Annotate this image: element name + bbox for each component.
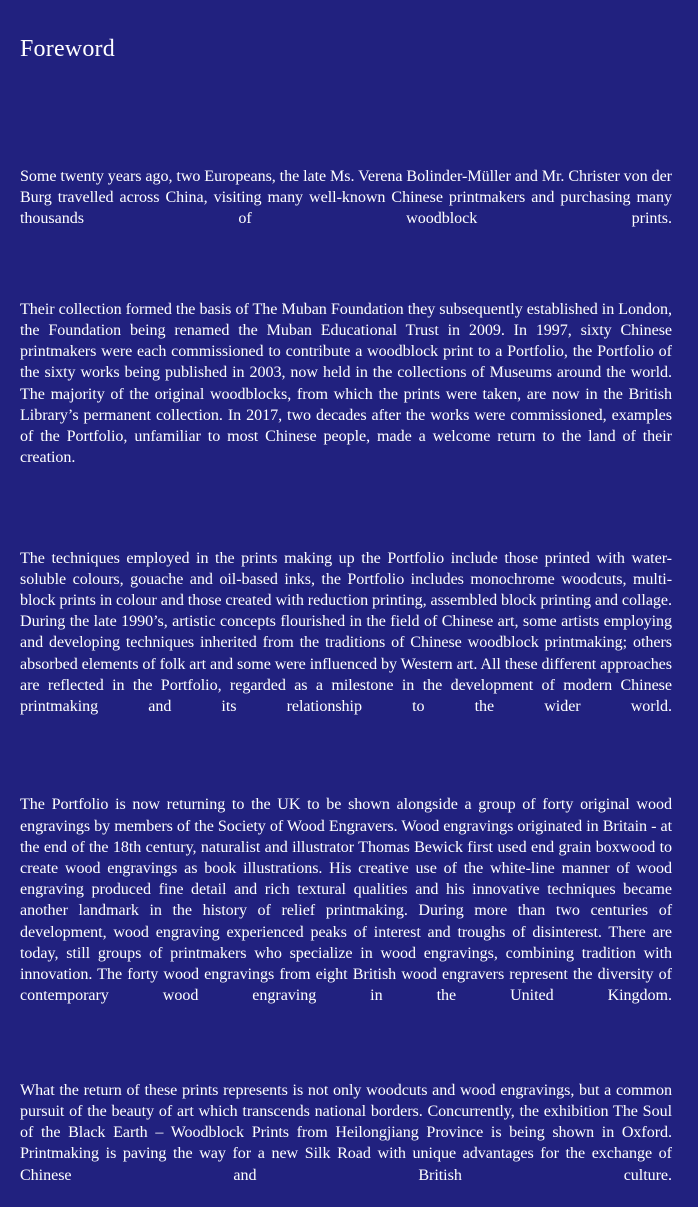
paragraph-4: The Portfolio is now returning to the UK to be shown alongside a group of forty original wood engravings by members of the Society of Wood Engravers. Wood engravings originated in Britain - at the end of the 18th century, naturalist and illustrator Thomas Bewick first used end grain boxwood to create wood engravings as book illustrations. His creative use of the white-line manner of wood engraving produced fine detail and rich textural qualities and his innovative techniques became another landmark in the history of relief printmaking. During more than two centuries of development, wood engraving experienced peaks of interest and troughs of disinterest. There are today, still groups of printmakers who specialize in wood engravings, combining tradition with innovation. The forty wood engravings from eight British wood engravers represent the diversity of contemporary wood engraving in the United Kingdom. bbox=[20, 796, 672, 1005]
page-title: Foreword bbox=[20, 36, 115, 63]
paragraph-5: What the return of these prints represents is not only woodcuts and wood engravings, but a common pursuit of the beauty of art which transcends national borders. Concurrently, the exhibition The Soul of the Black Earth – Woodblock Prints from Heilongjiang Province is being shown in Oxford. Printmaking is paving the way for a new Silk Road with unique advantages for the exchange of Chinese and British culture. bbox=[20, 1081, 672, 1184]
paragraph-2: Their collection formed the basis of The Muban Foundation they subsequently established in London, the Foundation being renamed the Muban Educational Trust in 2009. In 1997, sixty Chinese printmakers were each commissioned to contribute a woodblock print to a Portfolio, the Portfolio of the sixty works being published in 2003, now held in the collections of Museums around the world. The majority of the original woodblocks, from which the prints were taken, are now in the British Library’s permanent collection. In 2017, two decades after the works were commissioned, examples of the Portfolio, unfamiliar to most Chinese people, made a welcome return to the land of their creation. bbox=[20, 300, 672, 467]
paragraph-3: The techniques employed in the prints making up the Portfolio include those printed with water-soluble colours, gouache and oil-based inks, the Portfolio includes monochrome woodcuts, multi-block prints in colour and those created with reduction printing, assembled block printing and collage. During the late 1990’s, artistic concepts flourished in the field of Chinese art, some artists employing and developing techniques inherited from the traditions of Chinese woodblock printmaking; others absorbed elements of folk art and some were influenced by Western art. All these different approaches are reflected in the Portfolio, regarded as a milestone in the development of modern Chinese printmaking and its relationship to the wider world. bbox=[20, 549, 672, 716]
paragraph-1: Some twenty years ago, two Europeans, the late Ms. Verena Bolinder-Müller and Mr. Christer von der Burg travelled across China, visiting many well-known Chinese printmakers and purchasing many thousands of woodblock prints. bbox=[20, 168, 672, 228]
document-body bbox=[20, 166, 672, 1207]
